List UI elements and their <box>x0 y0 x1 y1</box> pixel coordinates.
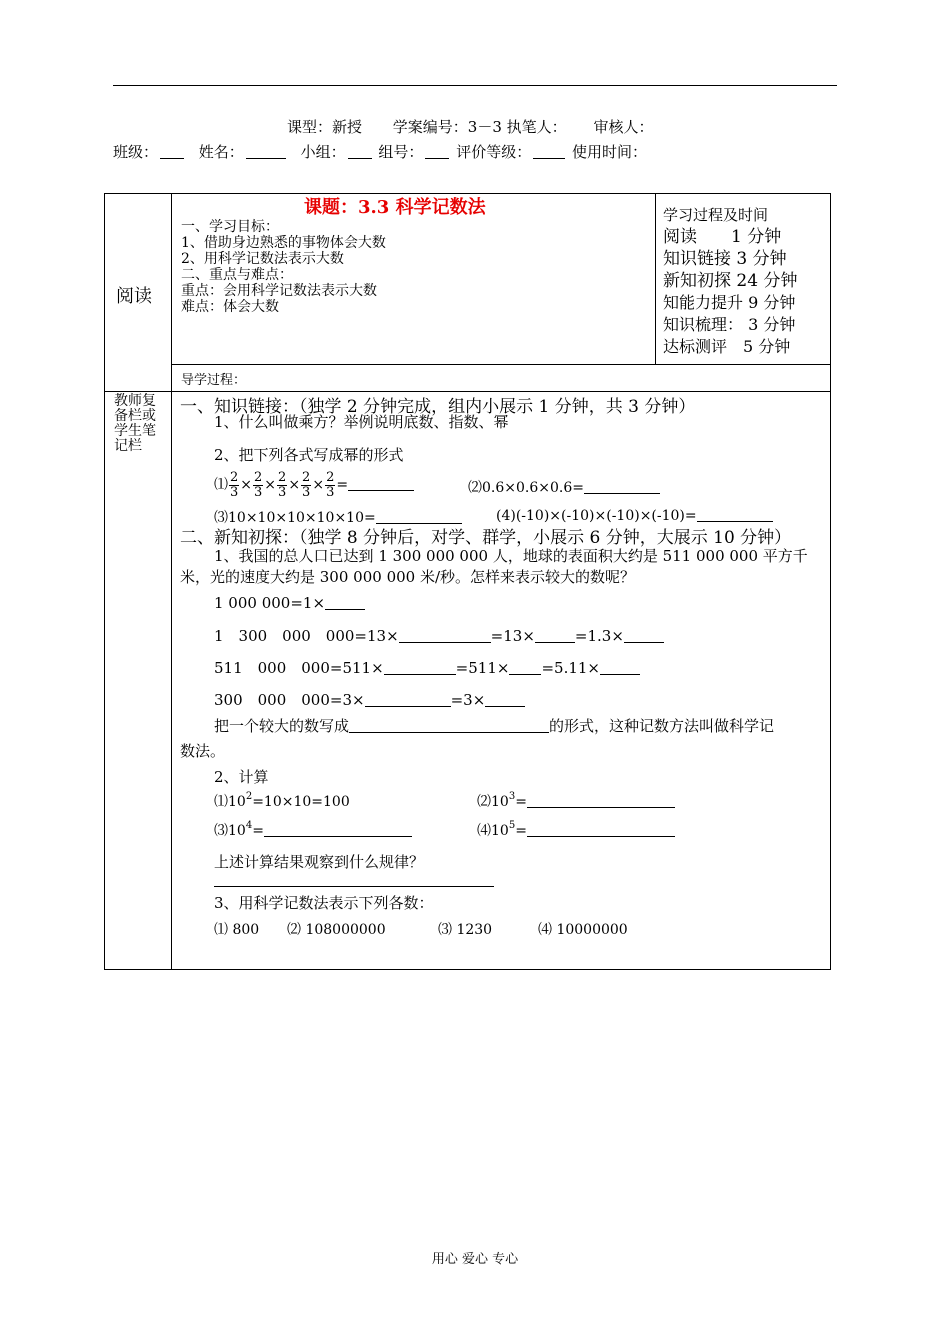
answer-blank[interactable] <box>264 822 412 837</box>
number-2: ⑵ 108000000 <box>287 922 386 938</box>
observe-answer-line[interactable] <box>214 886 494 887</box>
answer-blank[interactable] <box>624 628 664 643</box>
observe-question: 上述计算结果观察到什么规律？ <box>214 853 425 871</box>
answer-blank[interactable] <box>399 628 491 643</box>
side-notes-label: 教师复备栏或学生笔记栏 <box>114 393 156 454</box>
goal-line: 二、重点与难点： <box>181 267 293 283</box>
answer-blank[interactable] <box>348 476 414 491</box>
number-1: ⑴ 800 <box>214 922 260 938</box>
times-sign: × <box>288 477 301 493</box>
header-line-1 <box>287 116 663 137</box>
process-item: 阅读 1 分钟 <box>663 227 782 247</box>
definition-line <box>214 715 774 736</box>
calc-base: ⑷10 <box>477 823 509 839</box>
class-label: 班级： <box>113 143 159 161</box>
guide-label: 导学过程： <box>181 373 247 388</box>
goal-line: 难点：体会大数 <box>181 299 279 315</box>
calc-result: = <box>515 794 527 810</box>
answer-blank[interactable] <box>509 660 541 675</box>
process-item: 知识链接 3 分钟 <box>663 249 787 269</box>
eq-text: =5.11× <box>541 659 600 677</box>
item-4 <box>496 507 773 524</box>
calc-2 <box>477 791 675 811</box>
goal-line: 2、用科学记数法表示大数 <box>181 251 344 267</box>
goal-line: 1、借助身边熟悉的事物体会大数 <box>181 235 386 251</box>
definition-end: 数法。 <box>180 742 226 760</box>
group-label: 小组： <box>300 143 346 161</box>
calc-exponent: 4 <box>245 820 253 831</box>
answer-blank[interactable] <box>349 718 549 733</box>
process-item: 知能力提升 9 分钟 <box>663 293 796 312</box>
eq-text: =3× <box>450 691 486 709</box>
calc-3 <box>214 820 412 840</box>
paragraph-line: 1、我国的总人口已达到 1 300 000 000 人，地球的表面积大约是 511 000 000 平方千 <box>214 547 808 565</box>
fraction: $\frac{2}{3}$ <box>230 469 239 500</box>
def-text: 的形式，这种记数方法叫做科学记 <box>549 717 775 735</box>
calc-exponent: 2 <box>245 791 253 802</box>
process-title: 学习过程及时间 <box>663 206 769 224</box>
process-item: 新知初探 24 分钟 <box>663 271 798 291</box>
group-blank[interactable] <box>348 144 372 159</box>
equation-2 <box>214 625 664 646</box>
equals-sign: = <box>336 477 349 493</box>
item-3-text: ⑶10×10×10×10×10= <box>214 510 376 526</box>
question-1: 1、什么叫做乘方？举例说明底数、指数、幂 <box>214 413 509 431</box>
group-no-blank[interactable] <box>425 144 449 159</box>
equation-4 <box>214 689 525 710</box>
item-2-text: ⑵0.6×0.6×0.6= <box>468 480 584 496</box>
fraction: $\frac{2}{3}$ <box>326 469 335 500</box>
name-label: 姓名： <box>198 143 244 161</box>
eq-text: 1 300 000 000=13× <box>214 627 399 645</box>
column-divider <box>171 193 172 970</box>
answer-blank[interactable] <box>527 822 675 837</box>
calc-title: 2、计算 <box>214 768 269 786</box>
calc-1 <box>214 791 350 811</box>
reviewer-label: 审核人： <box>593 118 654 136</box>
fraction-expression <box>214 464 414 506</box>
process-item: 知识梳理： 3 分钟 <box>663 315 796 334</box>
answer-blank[interactable] <box>697 507 773 522</box>
equation-1 <box>214 594 365 612</box>
eq-text: =511× <box>455 659 510 677</box>
use-time-label: 使用时间： <box>571 143 647 161</box>
times-sign: × <box>240 477 253 493</box>
paragraph-line: 米，光的速度大约是 300 000 000 米/秒。怎样来表示较大的数呢？ <box>180 568 636 586</box>
lesson-title: 课题：3.3 科学记数法 <box>304 197 486 218</box>
answer-blank[interactable] <box>584 479 660 494</box>
item-4-text: (4)(-10)×(-10)×(-10)×(-10)= <box>496 508 697 524</box>
rating-blank[interactable] <box>533 144 565 159</box>
goal-line: 一、学习目标： <box>181 219 279 235</box>
calc-result: = <box>252 823 264 839</box>
calc-result: =10×10=100 <box>252 794 350 810</box>
fraction: $\frac{2}{3}$ <box>302 469 311 500</box>
section1-heading: 一、知识链接：（独学 2 分钟完成，组内小展示 1 分钟，共 3 分钟） <box>180 397 696 417</box>
page-footer: 用心 爱心 专心 <box>431 1252 519 1267</box>
answer-blank[interactable] <box>535 628 575 643</box>
answer-blank[interactable] <box>365 692 451 707</box>
answer-blank[interactable] <box>600 660 640 675</box>
answer-blank[interactable] <box>384 660 456 675</box>
reading-label: 阅读 <box>116 286 152 307</box>
class-blank[interactable] <box>160 144 184 159</box>
row-divider-1 <box>171 364 831 365</box>
question-2: 2、把下列各式写成幂的形式 <box>214 446 404 464</box>
question-3: 3、用科学记数法表示下列各数： <box>214 894 434 912</box>
group-no-label: 组号： <box>378 143 424 161</box>
calc-base: ⑴10 <box>214 794 246 810</box>
goals-block <box>181 219 386 315</box>
eq-text: =1.3× <box>574 627 624 645</box>
calc-exponent: 5 <box>508 820 516 831</box>
header-line-2 <box>113 141 649 162</box>
name-blank[interactable] <box>246 144 286 159</box>
answer-blank[interactable] <box>527 793 675 808</box>
eq-text: 511 000 000=511× <box>214 659 384 677</box>
calc-exponent: 3 <box>508 791 516 802</box>
number-4: ⑷ 10000000 <box>538 922 628 938</box>
def-text: 把一个较大的数写成 <box>214 717 350 735</box>
process-item: 达标测评 5 分钟 <box>663 337 791 356</box>
equation-3 <box>214 657 640 678</box>
answer-blank[interactable] <box>376 509 462 524</box>
eq-text: 300 000 000=3× <box>214 691 365 709</box>
process-divider <box>655 193 656 364</box>
times-sign: × <box>312 477 325 493</box>
eq-text: =13× <box>490 627 535 645</box>
number-3: ⑶ 1230 <box>438 922 493 938</box>
fraction: $\frac{2}{3}$ <box>278 469 287 500</box>
rating-label: 评价等级： <box>456 143 532 161</box>
calc-result: = <box>515 823 527 839</box>
process-block <box>663 204 797 358</box>
goal-line: 重点：会用科学记数法表示大数 <box>181 283 377 299</box>
top-rule <box>113 85 837 86</box>
calc-4 <box>477 820 675 840</box>
eq-text: 1 000 000=1× <box>214 594 326 612</box>
answer-blank[interactable] <box>485 692 525 707</box>
plan-number: 学案编号：3－3 执笔人： <box>392 118 567 136</box>
fraction: $\frac{2}{3}$ <box>254 469 263 500</box>
item-1-label: ⑴ <box>214 477 228 493</box>
course-type: 课型：新授 <box>287 118 363 136</box>
calc-base: ⑵10 <box>477 794 509 810</box>
answer-blank[interactable] <box>325 595 365 610</box>
times-sign: × <box>264 477 277 493</box>
calc-base: ⑶10 <box>214 823 246 839</box>
item-2 <box>468 477 660 497</box>
section2-heading: 二、新知初探：（独学 8 分钟后，对学、群学，小展示 6 分钟，大展示 10 分钟） <box>180 528 792 548</box>
